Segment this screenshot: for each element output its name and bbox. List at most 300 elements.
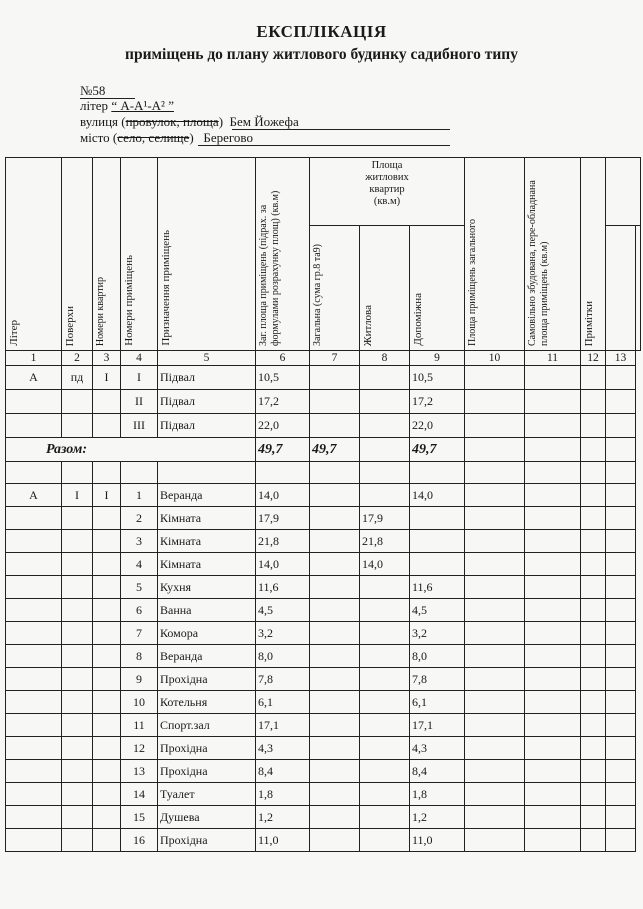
total-cell: 3,2 (256, 622, 310, 645)
unauth-cell (465, 414, 525, 438)
apt-cell (93, 806, 121, 829)
extra12-cell (581, 691, 606, 714)
extra12-cell (581, 645, 606, 668)
unauth-cell (465, 390, 525, 414)
general-cell (310, 530, 360, 553)
unauth-cell (465, 530, 525, 553)
liter-value: “ А-А¹-А² ” (111, 98, 174, 113)
city-value: Берегово (203, 130, 253, 145)
extra13-cell (606, 599, 636, 622)
apt-cell (93, 414, 121, 438)
apt-cell (93, 530, 121, 553)
total-cell: 6,1 (256, 691, 310, 714)
general-cell (310, 414, 360, 438)
total-cell: 4,3 (256, 737, 310, 760)
city-label-a: місто ( (80, 130, 118, 145)
liter-cell (6, 714, 62, 737)
total-cell: 10,5 (256, 366, 310, 390)
living-cell (360, 829, 410, 852)
total-cell: 11,6 (256, 576, 310, 599)
room-cell: 5 (121, 576, 158, 599)
extra13-cell (606, 783, 636, 806)
extra12-cell (581, 390, 606, 414)
purpose-cell: Прохідна (158, 760, 256, 783)
purpose-cell: Прохідна (158, 737, 256, 760)
general-cell (310, 622, 360, 645)
unauth-cell (465, 599, 525, 622)
floor-cell (62, 829, 93, 852)
table-row (6, 806, 641, 829)
liter-cell: А (6, 484, 62, 507)
header-row-1 (6, 158, 641, 226)
unauth-cell (465, 760, 525, 783)
notes-cell (525, 390, 581, 414)
spacer-row (6, 462, 641, 484)
apt-cell (93, 390, 121, 414)
total-cell: 14,0 (256, 553, 310, 576)
unauth-cell (465, 829, 525, 852)
unauth-cell (465, 668, 525, 691)
living-cell (360, 390, 410, 414)
city-underline (198, 145, 450, 146)
apt-cell (93, 783, 121, 806)
room-cell: 1 (121, 484, 158, 507)
unauth-cell (465, 507, 525, 530)
unauth-cell (465, 484, 525, 507)
unauth-cell (465, 576, 525, 599)
table-row (6, 737, 641, 760)
extra12-cell (581, 366, 606, 390)
unauth-cell (465, 366, 525, 390)
general-cell (310, 599, 360, 622)
room-cell: 4 (121, 553, 158, 576)
room-cell: 6 (121, 599, 158, 622)
col-liter: Літер (6, 158, 62, 351)
liter-cell (6, 622, 62, 645)
notes-cell (525, 622, 581, 645)
col-apt-numbers: Номери квартир (93, 158, 121, 351)
notes-cell (525, 645, 581, 668)
aux-cell: 7,8 (410, 668, 465, 691)
floor-cell (62, 553, 93, 576)
col-extra-top (606, 158, 641, 226)
col-extra-12 (606, 226, 636, 351)
total-cell: 17,1 (256, 714, 310, 737)
purpose-cell: Кімната (158, 553, 256, 576)
table-row (6, 622, 641, 645)
floor-cell (62, 622, 93, 645)
room-cell: 9 (121, 668, 158, 691)
purpose-cell: Прохідна (158, 668, 256, 691)
purpose-cell: Котельня (158, 691, 256, 714)
general-cell (310, 714, 360, 737)
purpose-cell: Підвал (158, 414, 256, 438)
purpose-cell: Прохідна (158, 829, 256, 852)
notes-cell (525, 507, 581, 530)
aux-cell: 22,0 (410, 414, 465, 438)
col-unauthorized: Самовільно збудована, пере-обладнана площа приміщень (кв.м) (525, 158, 581, 351)
table-row (6, 760, 641, 783)
room-cell: 13 (121, 760, 158, 783)
living-cell (360, 576, 410, 599)
aux-cell: 11,6 (410, 576, 465, 599)
extra12-cell (581, 414, 606, 438)
floor-cell (62, 599, 93, 622)
general-cell (310, 390, 360, 414)
room-cell: 3 (121, 530, 158, 553)
notes-cell (525, 599, 581, 622)
purpose-cell: Кухня (158, 576, 256, 599)
room-cell: 14 (121, 783, 158, 806)
notes-cell (525, 414, 581, 438)
purpose-cell: Спорт.зал (158, 714, 256, 737)
room-cell: 15 (121, 806, 158, 829)
table-row (6, 484, 641, 507)
extra12-cell (581, 484, 606, 507)
aux-cell: 8,4 (410, 760, 465, 783)
living-cell: 14,0 (360, 553, 410, 576)
extra12-cell (581, 829, 606, 852)
apt-cell: І (93, 484, 121, 507)
unauth-cell (465, 783, 525, 806)
col-extra-13 (636, 226, 641, 351)
living-cell (360, 484, 410, 507)
apt-cell (93, 737, 121, 760)
col-floors: Поверхи (62, 158, 93, 351)
liter-cell (6, 737, 62, 760)
apt-cell (93, 714, 121, 737)
general-cell (310, 668, 360, 691)
aux-cell: 8,0 (410, 645, 465, 668)
liter-line (80, 97, 174, 114)
table-row (6, 390, 641, 414)
extra13-cell (606, 829, 636, 852)
extra13-cell (606, 737, 636, 760)
liter-cell (6, 760, 62, 783)
aux-cell (410, 507, 465, 530)
room-cell: ІІІ (121, 414, 158, 438)
room-cell: 16 (121, 829, 158, 852)
room-cell: 2 (121, 507, 158, 530)
room-cell: ІІ (121, 390, 158, 414)
street-label-b: ) (218, 114, 224, 129)
extra13-cell (606, 414, 636, 438)
extra13-cell (606, 622, 636, 645)
liter-label: літер (80, 98, 109, 113)
extra13-cell (606, 366, 636, 390)
total-cell: 8,4 (256, 760, 310, 783)
floor-cell (62, 645, 93, 668)
unauth-cell (465, 622, 525, 645)
aux-cell: 1,2 (410, 806, 465, 829)
unauth-cell (465, 553, 525, 576)
general-cell (310, 806, 360, 829)
apt-cell (93, 829, 121, 852)
liter-cell (6, 645, 62, 668)
notes-cell (525, 691, 581, 714)
extra12-cell (581, 576, 606, 599)
table-row (6, 599, 641, 622)
floor-cell (62, 737, 93, 760)
col-summer-total: Площа приміщень загального (465, 158, 525, 351)
general-cell (310, 737, 360, 760)
room-cell: І (121, 366, 158, 390)
liter-cell (6, 576, 62, 599)
extra12-cell (581, 668, 606, 691)
extra12-cell (581, 783, 606, 806)
total-cell: 22,0 (256, 414, 310, 438)
floor-cell (62, 530, 93, 553)
explication-table (5, 157, 641, 852)
aux-cell: 3,2 (410, 622, 465, 645)
purpose-cell: Підвал (158, 366, 256, 390)
apt-cell (93, 622, 121, 645)
unauth-cell (465, 714, 525, 737)
table-row (6, 645, 641, 668)
liter-cell (6, 783, 62, 806)
living-cell (360, 414, 410, 438)
extra13-cell (606, 645, 636, 668)
aux-cell: 17,2 (410, 390, 465, 414)
street-line (80, 113, 299, 130)
razom-general: 49,7 (310, 438, 360, 462)
living-cell (360, 622, 410, 645)
purpose-cell: Комора (158, 622, 256, 645)
extra12-cell (581, 599, 606, 622)
aux-cell: 14,0 (410, 484, 465, 507)
notes-cell (525, 806, 581, 829)
total-cell: 4,5 (256, 599, 310, 622)
notes-cell (525, 668, 581, 691)
liter-cell (6, 414, 62, 438)
living-cell: 17,9 (360, 507, 410, 530)
col-purpose: Призначення приміщень (158, 158, 256, 351)
total-cell: 7,8 (256, 668, 310, 691)
general-cell (310, 366, 360, 390)
notes-cell (525, 484, 581, 507)
table-row (6, 507, 641, 530)
table-row (6, 829, 641, 852)
extra13-cell (606, 668, 636, 691)
notes-cell (525, 553, 581, 576)
total-cell: 14,0 (256, 484, 310, 507)
living-cell (360, 366, 410, 390)
basement-rows (6, 366, 641, 438)
apt-cell (93, 760, 121, 783)
living-cell (360, 783, 410, 806)
liter-cell (6, 507, 62, 530)
table-row (6, 668, 641, 691)
razom-aux: 49,7 (410, 438, 465, 462)
total-cell: 21,8 (256, 530, 310, 553)
living-cell (360, 645, 410, 668)
general-cell (310, 783, 360, 806)
city-label-b: ) (189, 130, 194, 145)
general-cell (310, 760, 360, 783)
liter-cell (6, 829, 62, 852)
extra13-cell (606, 390, 636, 414)
extra13-cell (606, 553, 636, 576)
record-number-value: №58 (80, 83, 106, 98)
total-cell: 8,0 (256, 645, 310, 668)
liter-cell (6, 668, 62, 691)
notes-cell (525, 366, 581, 390)
table-row (6, 414, 641, 438)
col-auxiliary: Допоміжна (410, 226, 465, 351)
general-cell (310, 691, 360, 714)
table-row (6, 576, 641, 599)
notes-cell (525, 783, 581, 806)
aux-cell: 11,0 (410, 829, 465, 852)
aux-cell: 4,5 (410, 599, 465, 622)
floor-cell (62, 760, 93, 783)
extra13-cell (606, 507, 636, 530)
unauth-cell (465, 691, 525, 714)
aux-cell: 1,8 (410, 783, 465, 806)
floor-cell: І (62, 484, 93, 507)
purpose-cell: Ванна (158, 599, 256, 622)
floor-cell (62, 806, 93, 829)
extra13-cell (606, 760, 636, 783)
notes-cell (525, 760, 581, 783)
floor-cell (62, 576, 93, 599)
col-living: Житлова (360, 226, 410, 351)
col-general: Загальна (сума гр.8 та9) (310, 226, 360, 351)
column-number-row: 1 2 3 4 5 6 7 8 9 10 11 12 13 (6, 351, 641, 366)
aux-cell (410, 530, 465, 553)
street-label-strike: провулок, площа (125, 114, 219, 129)
apt-cell (93, 599, 121, 622)
liter-cell (6, 530, 62, 553)
floor-cell (62, 390, 93, 414)
room-cell: 8 (121, 645, 158, 668)
total-cell: 17,2 (256, 390, 310, 414)
document-subtitle: приміщень до плану житлового будинку садибного типу (125, 46, 518, 63)
general-cell (310, 484, 360, 507)
total-cell: 17,9 (256, 507, 310, 530)
purpose-cell: Душева (158, 806, 256, 829)
general-cell (310, 645, 360, 668)
apt-cell (93, 645, 121, 668)
col-notes: Примітки (581, 158, 606, 351)
liter-cell (6, 553, 62, 576)
apt-cell: І (93, 366, 121, 390)
extra12-cell (581, 714, 606, 737)
street-underline (232, 129, 450, 130)
general-cell (310, 576, 360, 599)
aux-cell: 17,1 (410, 714, 465, 737)
living-cell (360, 691, 410, 714)
extra12-cell (581, 760, 606, 783)
unauth-cell (465, 737, 525, 760)
notes-cell (525, 530, 581, 553)
extra13-cell (606, 530, 636, 553)
notes-cell (525, 576, 581, 599)
living-cell (360, 806, 410, 829)
document-title: ЕКСПЛІКАЦІЯ (256, 22, 387, 41)
floor-cell (62, 414, 93, 438)
unauth-cell (465, 806, 525, 829)
general-cell (310, 507, 360, 530)
notes-cell (525, 829, 581, 852)
purpose-cell: Веранда (158, 484, 256, 507)
notes-cell (525, 714, 581, 737)
extra13-cell (606, 691, 636, 714)
room-cell: 12 (121, 737, 158, 760)
total-cell: 11,0 (256, 829, 310, 852)
aux-cell: 4,3 (410, 737, 465, 760)
general-cell (310, 553, 360, 576)
floor-cell (62, 668, 93, 691)
notes-cell (525, 737, 581, 760)
floor-cell (62, 783, 93, 806)
liter-cell (6, 390, 62, 414)
floor-cell: пд (62, 366, 93, 390)
extra13-cell (606, 714, 636, 737)
table-row (6, 553, 641, 576)
apt-cell (93, 553, 121, 576)
table-row (6, 530, 641, 553)
purpose-cell: Кімната (158, 530, 256, 553)
purpose-cell: Кімната (158, 507, 256, 530)
purpose-cell: Туалет (158, 783, 256, 806)
floor-cell (62, 691, 93, 714)
apt-cell (93, 507, 121, 530)
general-cell (310, 829, 360, 852)
col-total-area: Заг. площа приміщень (підрах. за формулами розрахунку площ) (кв.м) (256, 158, 310, 351)
room-cell: 7 (121, 622, 158, 645)
table-row (6, 366, 641, 390)
col-group-apt-living: Площа житлових квартир (кв.м) (310, 158, 465, 226)
table-row (6, 714, 641, 737)
living-cell (360, 599, 410, 622)
extra13-cell (606, 576, 636, 599)
street-value: Бем Йожефа (229, 114, 299, 129)
apt-cell (93, 691, 121, 714)
extra12-cell (581, 530, 606, 553)
aux-cell: 10,5 (410, 366, 465, 390)
liter-cell (6, 599, 62, 622)
aux-cell (410, 553, 465, 576)
razom-total: 49,7 (256, 438, 310, 462)
living-cell (360, 714, 410, 737)
floor1-rows (6, 484, 641, 852)
unauth-cell (465, 645, 525, 668)
liter-cell: А (6, 366, 62, 390)
total-cell: 1,2 (256, 806, 310, 829)
extra13-cell (606, 484, 636, 507)
purpose-cell: Веранда (158, 645, 256, 668)
city-label-strike: село, селище (117, 130, 190, 145)
extra12-cell (581, 622, 606, 645)
apt-cell (93, 576, 121, 599)
purpose-cell: Підвал (158, 390, 256, 414)
room-cell: 10 (121, 691, 158, 714)
floor-cell (62, 714, 93, 737)
table-row (6, 783, 641, 806)
living-cell (360, 760, 410, 783)
razom-row (6, 438, 641, 462)
street-label-a: вулиця ( (80, 114, 126, 129)
living-cell (360, 737, 410, 760)
room-cell: 11 (121, 714, 158, 737)
apt-cell (93, 668, 121, 691)
living-cell (360, 668, 410, 691)
extra12-cell (581, 806, 606, 829)
extra13-cell (606, 806, 636, 829)
living-cell: 21,8 (360, 530, 410, 553)
table-row (6, 691, 641, 714)
